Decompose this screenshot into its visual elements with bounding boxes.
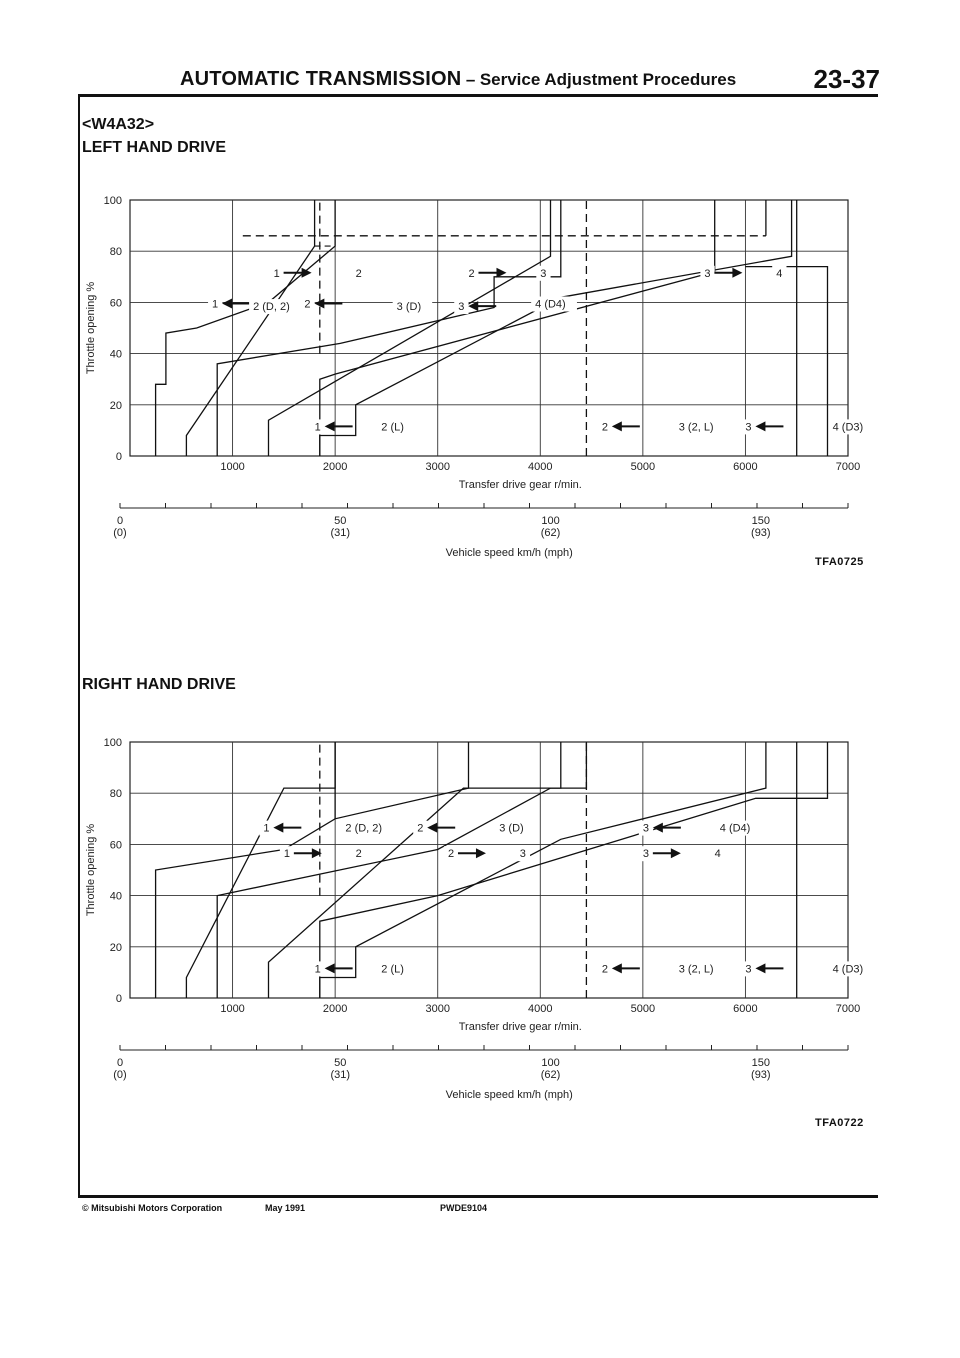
y-tick-label: 100 <box>103 737 122 749</box>
shift-annotation: 2 <box>601 963 608 976</box>
shift-arrow-left <box>755 421 783 431</box>
shift-line-6 <box>320 742 828 998</box>
speed-tick-kmh: 100 <box>541 515 560 527</box>
speed-tick-kmh: 0 <box>116 515 124 527</box>
x-tick-label: 7000 <box>835 1003 861 1015</box>
shift-pattern-chart-left-hand-drive <box>0 180 960 580</box>
y-tick-label: 80 <box>109 246 122 259</box>
shift-annotation: 1 <box>212 298 219 311</box>
shift-annotation: 2 <box>304 298 311 311</box>
shift-annotation: 4 <box>776 267 783 280</box>
speed-tick-kmh: 0 <box>116 1057 124 1069</box>
shift-line-3 <box>217 200 561 456</box>
shift-annotation: 3 <box>642 822 649 835</box>
shift-arrow-right <box>458 848 486 858</box>
x-tick-label: 1000 <box>220 1003 245 1015</box>
section-heading-right-hand-drive: RIGHT HAND DRIVE <box>82 676 236 693</box>
shift-annotation: 3 <box>704 267 711 280</box>
footer-code: PWDE9104 <box>440 1203 488 1213</box>
x-tick-label: 5000 <box>630 1003 656 1015</box>
shift-annotation: 4 (D3) <box>832 421 864 434</box>
y-tick-label: 20 <box>109 941 122 954</box>
y-tick-label: 40 <box>109 348 122 361</box>
shift-annotation: 3 (D) <box>499 822 524 835</box>
shift-arrow-left <box>325 421 353 431</box>
shift-annotation: 3 (2, L) <box>678 963 714 976</box>
shift-arrow-right <box>653 848 681 858</box>
shift-arrow-left <box>653 823 681 833</box>
y-axis-label: Throttle opening % <box>85 281 97 375</box>
speed-tick-mph: (93) <box>751 1069 771 1081</box>
x-tick-label: 2000 <box>322 461 348 473</box>
shift-line-2 <box>186 742 335 998</box>
shift-annotation: 2 <box>447 848 455 861</box>
speed-tick-kmh: 50 <box>334 515 347 527</box>
shift-arrow-left <box>612 963 640 973</box>
x-tick-label: 2000 <box>322 1003 348 1015</box>
shift-arrow-left <box>325 963 353 973</box>
shift-annotation: 4 <box>714 848 721 861</box>
shift-arrow-right <box>294 848 322 858</box>
header-title: AUTOMATIC TRANSMISSION <box>180 68 462 90</box>
speed-tick-mph: (31) <box>330 527 351 539</box>
shift-annotation: 4 (D4) <box>719 822 751 835</box>
page-header <box>180 64 880 94</box>
shift-annotation: 4 (D3) <box>832 963 864 976</box>
footer-rule <box>78 1195 878 1198</box>
shift-annotation: 3 (2, L) <box>678 421 714 434</box>
x-axis-label: Transfer drive gear r/min. <box>458 1021 582 1033</box>
y-tick-label: 60 <box>109 297 122 310</box>
speed-tick-kmh: 50 <box>334 1057 347 1069</box>
shift-annotation: 2 <box>355 848 362 861</box>
speed-tick-mph: (62) <box>540 527 561 539</box>
speed-tick-kmh: 150 <box>751 515 770 527</box>
shift-annotation: 3 <box>745 963 752 976</box>
speed-tick-mph: (62) <box>540 1069 561 1081</box>
shift-pattern-chart-right-hand-drive <box>0 722 960 1122</box>
shift-annotation: 2 <box>417 822 424 835</box>
x-tick-label: 5000 <box>630 461 656 473</box>
figure-code-left: TFA0725 <box>815 556 864 568</box>
header-rule <box>78 94 878 97</box>
y-tick-label: 80 <box>109 788 122 801</box>
shift-annotation: 2 <box>601 421 608 434</box>
shift-line-4 <box>269 742 561 998</box>
shift-annotation: 2 (L) <box>381 421 404 434</box>
shift-annotation: 1 <box>273 267 280 280</box>
plot-frame <box>130 200 848 456</box>
page-number: 23-37 <box>813 64 880 94</box>
speed-axis-label: Vehicle speed km/h (mph) <box>445 547 573 559</box>
shift-arrow-left <box>755 963 783 973</box>
shift-annotation: 2 <box>355 267 362 280</box>
shift-annotation: 1 <box>314 963 321 976</box>
y-tick-label: 40 <box>109 890 122 903</box>
x-tick-label: 3000 <box>425 1003 450 1015</box>
x-tick-label: 4000 <box>528 1003 553 1015</box>
y-tick-label: 60 <box>109 839 122 852</box>
speed-tick-mph: (0) <box>113 1069 127 1081</box>
header-subtitle: Service Adjustment Procedures <box>479 70 737 89</box>
y-tick-label: 0 <box>115 993 122 1005</box>
shift-annotation: 2 (D, 2) <box>345 822 383 835</box>
shift-annotation: 3 <box>458 301 465 314</box>
plot-frame <box>130 742 848 998</box>
x-tick-label: 6000 <box>733 1003 758 1015</box>
shift-annotation: 3 (D) <box>396 301 422 314</box>
x-tick-label: 4000 <box>528 461 553 473</box>
speed-axis-label: Vehicle speed km/h (mph) <box>445 1089 573 1101</box>
x-tick-label: 6000 <box>733 461 758 473</box>
shift-annotation: 3 <box>540 267 547 280</box>
shift-line-1 <box>156 200 336 456</box>
shift-annotation: 3 <box>519 848 526 861</box>
speed-tick-mph: (93) <box>751 527 771 539</box>
y-tick-label: 100 <box>103 195 122 207</box>
y-tick-label: 0 <box>115 451 122 463</box>
x-tick-label: 3000 <box>425 461 450 473</box>
footer-copyright: © Mitsubishi Motors Corporation <box>82 1203 223 1213</box>
shift-annotation: 4 (D4) <box>535 298 566 311</box>
shift-line-6 <box>320 200 715 456</box>
shift-annotation: 3 <box>745 421 752 434</box>
model-label: <W4A32> <box>82 116 155 133</box>
x-tick-label: 7000 <box>835 461 861 473</box>
shift-arrow-left <box>273 823 301 833</box>
y-tick-label: 20 <box>109 399 122 412</box>
shift-arrow-left <box>427 823 455 833</box>
section-heading-left-hand-drive: LEFT HAND DRIVE <box>82 139 226 156</box>
footer-date: May 1991 <box>265 1203 306 1213</box>
shift-line-5 <box>320 742 766 998</box>
shift-annotation: 2 (L) <box>381 963 404 976</box>
speed-tick-kmh: 150 <box>751 1057 770 1069</box>
shift-arrow-left <box>314 299 342 309</box>
shift-line-3 <box>217 742 586 998</box>
shift-annotation: 3 <box>642 848 649 861</box>
speed-tick-mph: (31) <box>330 1069 351 1081</box>
y-axis-label: Throttle opening % <box>85 823 97 917</box>
shift-annotation: 2 (D, 2) <box>253 301 290 314</box>
shift-annotation: 1 <box>263 822 270 835</box>
figure-code-right: TFA0722 <box>815 1117 864 1129</box>
x-tick-label: 1000 <box>220 461 245 473</box>
shift-line-1 <box>156 742 469 998</box>
speed-tick-mph: (0) <box>113 527 127 539</box>
shift-annotation: 1 <box>283 848 290 861</box>
shift-arrow-left <box>612 421 640 431</box>
shift-line-2 <box>186 200 314 456</box>
shift-line-12 <box>745 267 827 456</box>
speed-tick-kmh: 100 <box>541 1057 560 1069</box>
shift-arrow-left <box>222 299 250 309</box>
x-axis-label: Transfer drive gear r/min. <box>458 479 582 491</box>
shift-annotation: 2 <box>468 267 475 280</box>
shift-line-5 <box>320 200 792 456</box>
header-dash: – <box>465 70 476 89</box>
shift-annotation: 1 <box>314 421 321 434</box>
